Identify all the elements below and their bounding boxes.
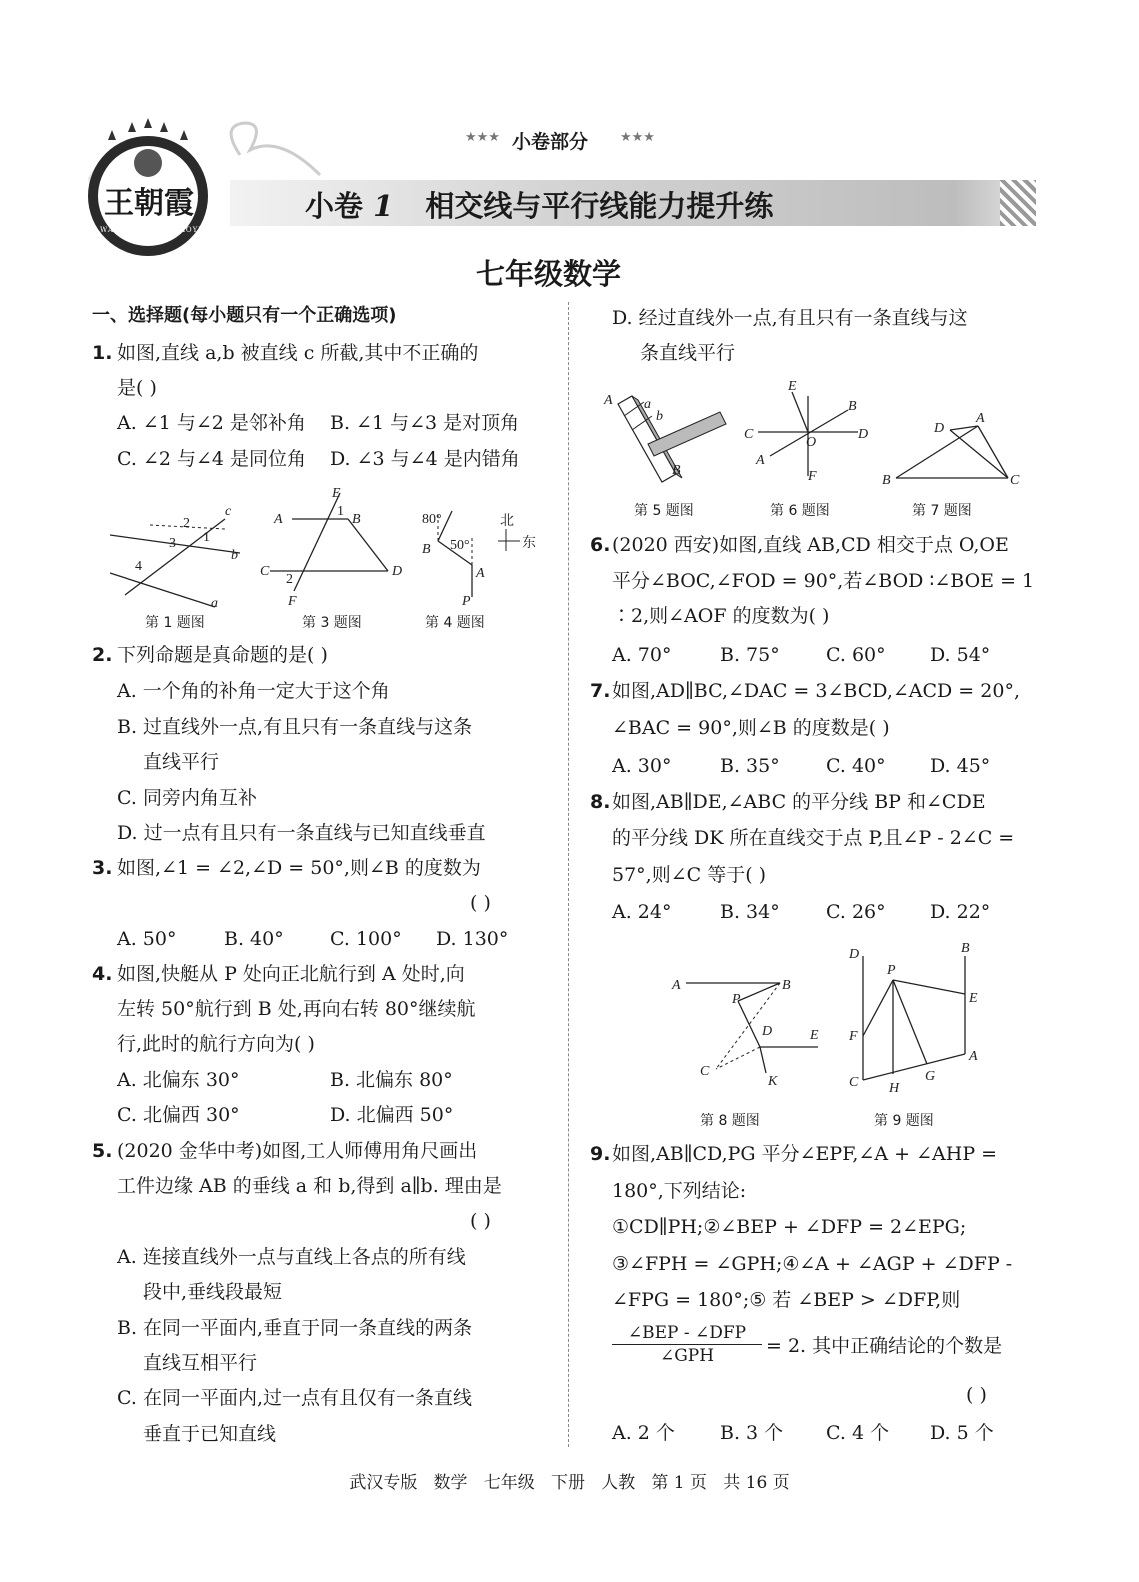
q9-stem-line5: ∠FPG = 180°;⑤ 若 ∠BEP > ∠DFP,则 bbox=[612, 1289, 961, 1311]
fig6-label-o: O bbox=[806, 435, 817, 450]
fig6-label-a: A bbox=[756, 453, 765, 468]
fig5-label-a: a bbox=[644, 397, 651, 412]
fig3-label-e: E bbox=[332, 486, 341, 501]
q4-stem-line1: 如图,快艇从 P 处向正北航行到 A 处时,向 bbox=[117, 963, 465, 985]
q8-number: 8. bbox=[590, 791, 611, 813]
q9-stem-line4: ③∠FPH = ∠GPH;④∠A + ∠AGP + ∠DFP - bbox=[612, 1253, 1013, 1275]
stars-right-icon: ★★★ bbox=[620, 130, 655, 145]
q8-stem-line3: 57°,则∠C 等于( ) bbox=[612, 864, 767, 886]
figure-3 bbox=[260, 483, 410, 611]
fig3-label-2: 2 bbox=[286, 572, 293, 587]
q5-option-c-line1: C. 在同一平面内,过一点有且仅有一条直线 bbox=[117, 1387, 472, 1409]
fig3-label-1: 1 bbox=[337, 504, 344, 519]
q5-option-b-line1: B. 在同一平面内,垂直于同一条直线的两条 bbox=[117, 1317, 473, 1339]
q3-option-a: A. 50° bbox=[117, 928, 177, 950]
page-subtitle: 七年级数学 bbox=[476, 257, 622, 291]
fig6-label-c: C bbox=[744, 427, 754, 442]
q2-stem: 下列命题是真命题的是( ) bbox=[117, 644, 328, 666]
fig3-label-f: F bbox=[288, 594, 297, 609]
fig7-label-d: D bbox=[934, 421, 945, 436]
fig6-label-e: E bbox=[788, 379, 797, 394]
fig9-caption: 第 9 题图 bbox=[874, 1113, 934, 1129]
fig9-label-b: B bbox=[961, 941, 970, 956]
fig8-label-b: B bbox=[782, 978, 791, 993]
q8-stem-line2: 的平分线 DK 所在直线交于点 P,且∠P - 2∠C = bbox=[612, 827, 1015, 849]
q1-stem-line2: 是( ) bbox=[117, 377, 157, 399]
q5-answer-paren: ( ) bbox=[470, 1210, 491, 1232]
fig9-label-p: P bbox=[887, 963, 896, 978]
fig7-caption: 第 7 题图 bbox=[912, 503, 972, 519]
fig8-label-d: D bbox=[762, 1024, 773, 1039]
q2-option-c: C. 同旁内角互补 bbox=[117, 787, 257, 809]
q6-stem-line1: (2020 西安)如图,直线 AB,CD 相交于点 O,OE bbox=[612, 534, 1009, 556]
fig5-caption: 第 5 题图 bbox=[634, 503, 694, 519]
fig9-label-h: H bbox=[889, 1081, 900, 1096]
q1-option-a: A. ∠1 与∠2 是邻补角 bbox=[117, 412, 306, 434]
q3-stem: 如图,∠1 = ∠2,∠D = 50°,则∠B 的度数为 bbox=[117, 857, 481, 879]
fig8-label-e: E bbox=[810, 1028, 819, 1043]
fig4-label-80: 80° bbox=[422, 512, 442, 527]
fig1-label-c: c bbox=[225, 504, 232, 519]
fig9-label-g: G bbox=[925, 1069, 936, 1084]
section-heading: 一、选择题(每小题只有一个正确选项) bbox=[92, 305, 397, 326]
q7-option-c: C. 40° bbox=[826, 755, 886, 777]
fig3-label-a: A bbox=[274, 512, 283, 527]
fig4-label-b: B bbox=[422, 542, 431, 557]
q8-option-b: B. 34° bbox=[720, 901, 780, 923]
logo-text: 王朝霞 bbox=[104, 186, 194, 221]
title-prefix: 小卷 bbox=[305, 189, 364, 223]
q5-option-c-line2: 垂直于已知直线 bbox=[143, 1423, 277, 1445]
fig3-label-c: C bbox=[260, 564, 270, 579]
fig6-label-f: F bbox=[808, 469, 817, 484]
q4-number: 4. bbox=[92, 963, 113, 985]
q9-answer-paren: ( ) bbox=[966, 1384, 987, 1406]
q2-option-d: D. 过一点有且只有一条直线与已知直线垂直 bbox=[117, 822, 486, 844]
fig9-label-d: D bbox=[849, 947, 860, 962]
logo-ring-text: WANGZHAOXIA JIAOYU bbox=[100, 226, 206, 234]
q6-option-a: A. 70° bbox=[612, 644, 672, 666]
fig6-caption: 第 6 题图 bbox=[770, 503, 830, 519]
q9-option-b: B. 3 个 bbox=[720, 1422, 784, 1444]
q6-number: 6. bbox=[590, 534, 611, 556]
fig4-label-50: 50° bbox=[450, 538, 470, 553]
q3-number: 3. bbox=[92, 857, 113, 879]
fig1-label-a: a bbox=[211, 596, 218, 610]
q3-option-b: B. 40° bbox=[224, 928, 284, 950]
title-number: 1 bbox=[373, 189, 394, 223]
compass-north-label: 北 bbox=[500, 514, 514, 529]
q7-stem-line1: 如图,AD∥BC,∠DAC = 3∠BCD,∠ACD = 20°, bbox=[612, 680, 1020, 702]
q2-number: 2. bbox=[92, 644, 113, 666]
fig9-label-f: F bbox=[849, 1029, 858, 1044]
figure-6 bbox=[740, 376, 880, 488]
q5-option-d-line2: 条直线平行 bbox=[640, 342, 736, 364]
q1-option-d: D. ∠3 与∠4 是内错角 bbox=[330, 448, 520, 470]
fig4-label-p: P bbox=[462, 594, 471, 609]
fig7-label-b: B bbox=[882, 473, 891, 488]
fig9-label-a: A bbox=[969, 1049, 978, 1064]
q7-option-b: B. 35° bbox=[720, 755, 780, 777]
compass-east-label: 东 bbox=[522, 536, 536, 551]
title-bar-pattern bbox=[1000, 180, 1036, 226]
figure-1 bbox=[105, 495, 255, 610]
q2-option-b-line1: B. 过直线外一点,有且只有一条直线与这条 bbox=[117, 716, 473, 738]
q4-option-a: A. 北偏东 30° bbox=[117, 1069, 240, 1091]
q9-number: 9. bbox=[590, 1143, 611, 1165]
page-footer: 武汉专版 数学 七年级 下册 人教 第 1 页 共 16 页 bbox=[349, 1473, 790, 1493]
q4-option-b: B. 北偏东 80° bbox=[330, 1069, 453, 1091]
fig9-label-e: E bbox=[969, 991, 978, 1006]
fig7-label-c: C bbox=[1010, 473, 1020, 488]
fig1-label-3: 3 bbox=[169, 536, 176, 551]
fig9-label-c: C bbox=[849, 1075, 859, 1090]
q6-option-d: D. 54° bbox=[930, 644, 991, 666]
fig5-label-b: b bbox=[656, 409, 663, 424]
q9-stem-line6: = 2. 其中正确结论的个数是 bbox=[766, 1335, 1003, 1357]
fig8-label-c: C bbox=[700, 1064, 710, 1079]
fig8-label-k: K bbox=[768, 1074, 778, 1089]
fig3-label-b: B bbox=[352, 512, 361, 527]
q9-stem-line3: ①CD∥PH;②∠BEP + ∠DFP = 2∠EPG; bbox=[612, 1216, 967, 1238]
q6-option-c: C. 60° bbox=[826, 644, 886, 666]
fig4-caption: 第 4 题图 bbox=[425, 615, 485, 631]
q6-stem-line2: 平分∠BOC,∠FOD = 90°,若∠BOD ∶∠BOE = 1 bbox=[612, 570, 1035, 592]
q7-number: 7. bbox=[590, 680, 611, 702]
q4-stem-line2: 左转 50°航行到 B 处,再向右转 80°继续航 bbox=[117, 998, 476, 1020]
fig8-caption: 第 8 题图 bbox=[700, 1113, 760, 1129]
q9-option-d: D. 5 个 bbox=[930, 1422, 994, 1444]
title-text: 相交线与平行线能力提升练 bbox=[425, 189, 774, 223]
q3-option-d: D. 130° bbox=[436, 928, 509, 950]
fig8-label-p: P bbox=[732, 992, 741, 1007]
q1-option-c: C. ∠2 与∠4 是同位角 bbox=[117, 448, 307, 470]
q9-fraction-numerator: ∠BEP - ∠DFP bbox=[612, 1322, 762, 1345]
q9-stem-line2: 180°,下列结论: bbox=[612, 1180, 747, 1202]
column-divider bbox=[568, 302, 569, 1447]
q7-option-d: D. 45° bbox=[930, 755, 991, 777]
fig6-label-d: D bbox=[858, 427, 869, 442]
q6-stem-line3: ∶2,则∠AOF 的度数为( ) bbox=[612, 605, 830, 627]
fig7-label-a: A bbox=[976, 411, 985, 426]
fig4-label-a: A bbox=[476, 566, 485, 581]
figure-4 bbox=[408, 505, 553, 610]
q9-option-c: C. 4 个 bbox=[826, 1422, 890, 1444]
q5-stem-line1: (2020 金华中考)如图,工人师傅用角尺画出 bbox=[117, 1140, 478, 1162]
fig5-label-b-upper: B bbox=[672, 463, 681, 478]
q3-answer-paren: ( ) bbox=[470, 892, 491, 914]
q2-option-a: A. 一个角的补角一定大于这个角 bbox=[117, 680, 390, 702]
figure-8 bbox=[668, 965, 828, 1090]
fig1-label-2: 2 bbox=[183, 516, 190, 531]
page-title bbox=[305, 184, 773, 225]
q9-fraction-denominator: ∠GPH bbox=[659, 1346, 715, 1366]
q1-option-b: B. ∠1 与∠3 是对顶角 bbox=[330, 412, 520, 434]
q5-option-a-line1: A. 连接直线外一点与直线上各点的所有线 bbox=[117, 1246, 466, 1268]
q8-stem-line1: 如图,AB∥DE,∠ABC 的平分线 BP 和∠CDE bbox=[612, 791, 986, 813]
q3-option-c: C. 100° bbox=[330, 928, 402, 950]
q5-stem-line2: 工件边缘 AB 的垂线 a 和 b,得到 a∥b. 理由是 bbox=[117, 1175, 502, 1197]
section-label: 小卷部分 bbox=[512, 131, 589, 153]
fig1-label-4: 4 bbox=[135, 559, 142, 574]
q4-option-c: C. 北偏西 30° bbox=[117, 1104, 240, 1126]
q5-option-d-line1: D. 经过直线外一点,有且只有一条直线与这 bbox=[612, 307, 968, 329]
figure-7 bbox=[878, 406, 1028, 488]
q8-option-a: A. 24° bbox=[612, 901, 672, 923]
q6-option-b: B. 75° bbox=[720, 644, 780, 666]
stars-left-icon: ★★★ bbox=[465, 130, 500, 145]
q9-option-a: A. 2 个 bbox=[612, 1422, 675, 1444]
q1-stem-line1: 如图,直线 a,b 被直线 c 所截,其中不正确的 bbox=[117, 342, 479, 364]
q8-option-c: C. 26° bbox=[826, 901, 886, 923]
fig1-caption: 第 1 题图 bbox=[145, 615, 205, 631]
fig3-caption: 第 3 题图 bbox=[302, 615, 362, 631]
q2-option-b-line2: 直线平行 bbox=[143, 751, 220, 773]
figure-5 bbox=[598, 382, 738, 494]
fig6-label-b: B bbox=[848, 399, 857, 414]
fig5-label-a-upper: A bbox=[604, 393, 613, 408]
q7-stem-line2: ∠BAC = 90°,则∠B 的度数是( ) bbox=[612, 717, 890, 739]
q8-option-d: D. 22° bbox=[930, 901, 991, 923]
figure-9 bbox=[845, 938, 985, 1098]
q5-option-b-line2: 直线互相平行 bbox=[143, 1352, 258, 1374]
q1-number: 1. bbox=[92, 342, 113, 364]
fig3-label-d: D bbox=[392, 564, 403, 579]
q9-stem-line1: 如图,AB∥CD,PG 平分∠EPF,∠A + ∠AHP = bbox=[612, 1143, 998, 1165]
fig8-label-a: A bbox=[672, 978, 681, 993]
q5-number: 5. bbox=[92, 1140, 113, 1162]
q5-option-a-line2: 段中,垂线段最短 bbox=[143, 1281, 283, 1303]
fig1-label-1: 1 bbox=[203, 530, 210, 545]
q7-option-a: A. 30° bbox=[612, 755, 672, 777]
q4-stem-line3: 行,此时的航行方向为( ) bbox=[117, 1033, 315, 1055]
fig1-label-b: b bbox=[231, 548, 238, 563]
q4-option-d: D. 北偏西 50° bbox=[330, 1104, 454, 1126]
q9-fraction bbox=[612, 1322, 762, 1367]
